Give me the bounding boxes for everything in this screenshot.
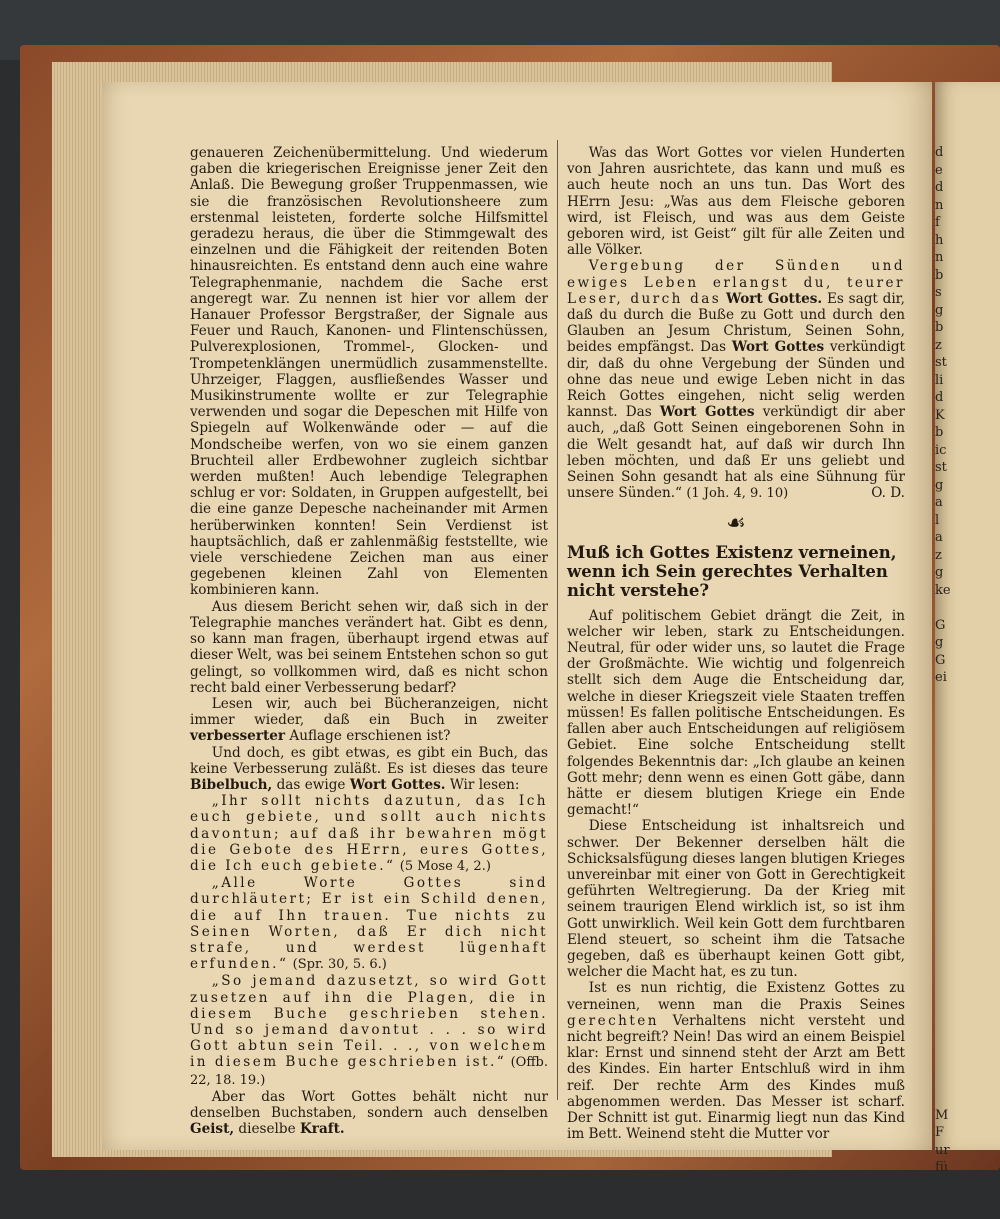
next-page-fragment: b bbox=[935, 425, 944, 440]
next-page-fragment: fü bbox=[935, 1160, 949, 1175]
text-run: das ewige bbox=[276, 776, 346, 793]
quote-reference: (5 Mose 4, 2.) bbox=[399, 858, 491, 874]
emphasis: verbesserter bbox=[190, 728, 286, 745]
next-page-fragment: K bbox=[935, 407, 945, 423]
text-run: Es sagt dir, daß du durch die Buße zu Gott und durch den Glauben an Jesum Christum, Seinen Sohn, beides empfängst. Das bbox=[567, 290, 906, 356]
paragraph bbox=[567, 980, 905, 1142]
paragraph: genaueren Zeichenübermittelung. Und wiederum gaben die kriegerischen Ereignisse jener Zeit den Anlaß. Die Bewegung großer Truppenmassen, wie sie die französischen Revolutionsheere zum erstenmal leisteten, forderte solche Hilfsmittel geradezu heraus, die über die Stimmgewalt des einzelnen und die Fähigkeit der reitenden Boten hinausreichten. Es entstand denn auch eine wahre Telegraphenmanie, nachdem die Sache erst angeregt war. Zu nennen ist hier vor allem der Hanauer Professor Bergstraßer, der Signale aus Feuer und Rauch, Kanonen- und Flintenschüssen, Pulverexplosionen, Trommel-, Glocken- und Trompetenklängen unermüdlich zusammenstellte. Uhrzeiger, Flaggen, ausfließendes Wasser und Musikinstrumente wollte er zur Telegraphie verwenden und sogar die Depeschen mit Hilfe von Spiegeln auf Wolkenwände oder — auf die Mondscheibe werfen, von wo sie einem ganzen Bruchteil aller Erdbewohner zugleich sichtbar werden mußten! Auch lebendige Telegraphen schlug er vor: Soldaten, in Gruppen aufgestellt, bei die eine ganze Depesche nacheinander mit Armen herüberwinken konnten! Sein Verdienst ist hauptsächlich, daß er zahlenmäßig feststellte, wie viele verschiedene Zeichen man aus einer gegebenen kleinen Zahl von Elementen kombinieren kann. bbox=[190, 145, 548, 599]
next-page-fragment: z bbox=[935, 547, 942, 563]
bible-quote bbox=[190, 973, 548, 1088]
paragraph: Auf politischem Gebiet drängt die Zeit, in welcher wir leben, stark zu Entscheidungen. Neutral, für oder wider uns, so lautet die Frage der Großmächte. Wie wichtig und folgenreich stellt sich dem Auge die Entscheidung dar, welche in dieser Kriegszeit viele Staaten treffen müssen! Es fallen politische Entscheidungen. Es fallen aber auch Entscheidungen auf religiösem Gebiet. Eine solche Entscheidung stellt folgendes Bekenntnis dar: „Ich glaube an keinen Gott mehr; denn wenn es einen Gott gäbe, dann hätte er diesem blutigen Kriege ein Ende gemacht!“ bbox=[567, 607, 905, 819]
paragraph bbox=[190, 745, 548, 794]
next-page-fragment: g bbox=[935, 565, 944, 580]
emphasis: Kraft. bbox=[299, 1121, 345, 1138]
next-page-fragment: g bbox=[935, 635, 944, 650]
next-page-fragment: a bbox=[935, 495, 943, 510]
next-page-fragment: b bbox=[935, 320, 944, 335]
next-page-fragment: ke bbox=[935, 582, 951, 598]
text-run: verkündigt dir aber auch, „daß Gott Seinen eingeborenen Sohn in die Welt gesandt hat, auf daß wir durch Ihn leben möchten, und daß Er uns geliebt und Seinen Sohn gesandt hat als eine Sühnung für unsere Sünden.“ bbox=[567, 404, 906, 502]
right-column bbox=[567, 145, 905, 1142]
next-page-fragment: g bbox=[935, 302, 944, 318]
next-page-fragment: z bbox=[935, 337, 942, 353]
text-run: dieselbe bbox=[238, 1121, 296, 1138]
next-page-fragment: G bbox=[935, 652, 946, 668]
paragraph bbox=[190, 696, 548, 745]
next-page-fragment: M bbox=[935, 1107, 949, 1123]
quote-text: „Ihr sollt nichts dazutun, das Ich euch gebiete, und sollt auch nichts davontun; auf daß ihr bewahren mögt die Gebote des HErrn, eures Gottes, die Ich euch gebiete.“ bbox=[190, 793, 548, 874]
emphasis: Wort Gottes bbox=[659, 404, 755, 421]
ornament-icon: ☙ bbox=[726, 511, 746, 537]
text-run: Ist es nun richtig, die Existenz Gottes zu verneinen, wenn man die Praxis Seines bbox=[567, 980, 905, 1013]
quote-reference: (Spr. 30, 5. 6.) bbox=[292, 957, 387, 973]
next-page-fragment: ei bbox=[935, 670, 947, 685]
text-run: Auflage erschienen ist? bbox=[289, 728, 451, 745]
emphasis: Wort Gottes. bbox=[349, 776, 446, 793]
next-page-fragment: ic bbox=[935, 442, 947, 458]
emphasis: gerechten bbox=[567, 1012, 659, 1029]
next-page-fragment: f bbox=[935, 215, 940, 230]
paragraph bbox=[190, 1089, 548, 1138]
text-run: Verhaltens nicht versteht und nicht begreift? Nein! Das wird an einem Beispiel klar: Ernst und sinnend steht der Arzt am Bett des Kindes. Ein harter Entschluß wird in ihm reif. Der rechte Arm des Kindes muß abgenommen werden. Das Messer ist scharf. Der Schnitt ist gut. Einarmig liegt nun das Kind im Bett. Weinend steht die Mutter vor bbox=[567, 1012, 905, 1143]
quote-reference: (1 Joh. 4, 9. 10) bbox=[686, 486, 789, 502]
next-page-fragment: h bbox=[935, 232, 944, 248]
emphasis: Bibelbuch, bbox=[190, 776, 273, 793]
next-page-fragment: d bbox=[935, 390, 944, 405]
next-page-fragment: st bbox=[935, 355, 947, 370]
next-page-fragment: st bbox=[935, 460, 947, 475]
column-divider bbox=[557, 140, 558, 1100]
next-page-fragment: n bbox=[935, 197, 944, 213]
left-column bbox=[190, 145, 548, 1137]
next-page-fragment: n bbox=[935, 250, 944, 265]
next-page-fragment: G bbox=[935, 617, 946, 633]
emphasis: Wort Gottes bbox=[731, 339, 825, 356]
next-page-edge bbox=[935, 82, 1000, 1175]
paragraph: Diese Entscheidung ist inhaltsreich und schwer. Der Bekenner derselben hält die Schicksalsfügung dieses langen blutigen Krieges unvereinbar mit einer von Gott in Gerechtigkeit geführten Weltregierung. Da der Krieg mit seinem traurigen Elend wirklich ist, so ist ihm Gott unwirklich. Weil kein Gott dem furchtbaren Elend steuert, so scheint ihm die Tatsache gegeben, daß es überhaupt keinen Gott gibt, welcher die Macht hat, es zu tun. bbox=[567, 818, 905, 981]
next-page-fragment: l bbox=[935, 512, 940, 528]
text-run: Aber das Wort Gottes behält nicht nur denselben Buchstaben, sondern auch denselben bbox=[190, 1088, 548, 1121]
quote-text: „Alle Worte Gottes sind durchläutert; Er ist ein Schild denen, die auf Ihn trauen. Tue nichts zu Seinen Worten, daß Er dich nicht strafe, und werdest lügenhaft erfunden.“ bbox=[190, 875, 548, 973]
next-page-fragment: g bbox=[935, 477, 944, 493]
bible-quote bbox=[190, 793, 548, 875]
author-initials: O. D. bbox=[871, 485, 905, 502]
quote-reference: (Offb. 22, 18. 19.) bbox=[190, 1055, 549, 1088]
paragraph bbox=[567, 258, 905, 502]
next-page-fragment: ur bbox=[935, 1142, 950, 1158]
next-page-fragment: s bbox=[935, 285, 942, 300]
next-page-fragment: e bbox=[935, 162, 943, 178]
next-page-fragment: a bbox=[935, 530, 943, 545]
next-page-fragment: d bbox=[935, 180, 944, 195]
bible-quote bbox=[190, 875, 548, 973]
next-page-fragment: F bbox=[935, 1125, 945, 1140]
quote-text: „So jemand dazusetzt, so wird Gott zusetzen auf ihn die Plagen, die in diesem Buche geschrieben stehen. Und so jemand davontut . . . so wird Gott abtun sein Teil. . ., von welchem in diesem Buche geschrieben ist.“ bbox=[190, 973, 548, 1071]
next-page-fragment: d bbox=[935, 145, 944, 160]
text-run: verkündigt dir, daß du ohne Vergebung der Sünden und ohne das neue und ewige Leben nicht in das Reich Gottes eingehen, nicht selig werden kannst. Das bbox=[567, 339, 905, 421]
emphasis: Wort Gottes. bbox=[726, 290, 823, 307]
text-run: Vergebung der Sünden und ewiges Leben erlangst du, teurer Leser, durch das bbox=[567, 258, 905, 307]
paragraph: Aus diesem Bericht sehen wir, daß sich in der Telegraphie manches verändert hat. Gibt es denn, so kann man fragen, überhaupt irgend etwas auf dieser Welt, was bei seinem Entstehen schon so gut gelingt, so vollkommen wird, daß es nicht schon recht bald einer Verbesserung bedarf? bbox=[190, 598, 548, 696]
article-heading: Muß ich Gottes Existenz verneinen, wenn ich Sein gerechtes Verhalten nicht verstehe? bbox=[567, 542, 897, 600]
paragraph: Was das Wort Gottes vor vielen Hunderten von Jahren ausrichtete, das kann und muß es auch heute noch an uns tun. Das Wort des HErrn Jesu: „Was aus dem Fleische geboren wird, ist Fleisch, und was aus dem Geiste geboren wird, ist Geist“ gilt für alle Zeiten und alle Völker. bbox=[567, 145, 905, 259]
next-page-fragment: b bbox=[935, 267, 944, 283]
text-run: Wir lesen: bbox=[449, 776, 520, 793]
next-page-fragment: li bbox=[935, 372, 944, 388]
text-run: Lesen wir, auch bei Bücheranzeigen, nicht immer wieder, daß ein Buch in zweiter bbox=[190, 695, 548, 729]
text-run: Und doch, es gibt etwas, es gibt ein Buch, das keine Verbesserung zuläßt. Es ist dieses das teure bbox=[190, 744, 548, 777]
emphasis: Geist, bbox=[190, 1121, 235, 1138]
